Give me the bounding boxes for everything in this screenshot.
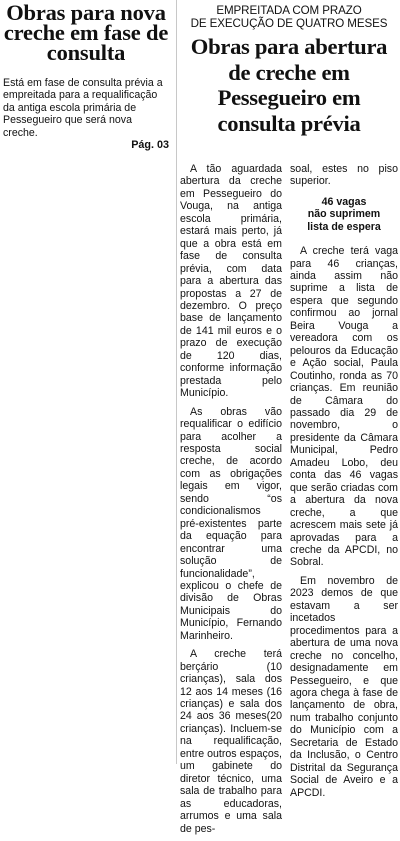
teaser-title: Obras para nova creche em fase de consulta xyxy=(3,0,169,65)
teaser-box xyxy=(3,0,169,152)
subhead-line-1: 46 vagas xyxy=(321,195,367,208)
column-divider xyxy=(176,0,177,764)
body-paragraph: A creche terá vaga para 46 crianças, ainda assim não suprime a lista de espera que segundo confirmou ao jornal Beira Vouga a vereadora com os pelouros da Educação e Ação social, Paula Coutinho, ronda as 70 crianças. Em reunião de Câmara do passado dia 29 de novembro, o presidente da Câmara Municipal, Pedro Amadeu Lobo, deu conta das 46 vagas que serão criadas com a abertura da nova creche, a que acrescem mais sete já aprovadas para a creche da APCDI, no Sobral. xyxy=(290,245,398,569)
article-kicker xyxy=(180,4,398,30)
kicker-line-2: DE EXECUÇÃO DE QUATRO MESES xyxy=(190,17,388,30)
teaser-page-ref[interactable]: Pág. 03 xyxy=(131,139,169,152)
body-paragraph: As obras vão requalificar o edifício para acolher a resposta social creche, de acordo com as obrigações legais em vigor, sendo “os condicionalismos pré-existentes parte da equação para encontrar uma solução de funcionalidade”, explicou o chefe de divisão de Obras Municipais do Município, Fernando Marinheiro. xyxy=(180,405,282,642)
body-paragraph: Em novembro de 2023 demos de que estavam a ser incetados procedimentos para a abertura de uma nova creche no concelho, designadamente em Pessegueiro, e que agora chega à fase de lançamento de obra, num trabalho conjunto do Município com a Secretaria de Estado da Inclusão, o Centro Distrital da Segurança Social de Aveiro e a APCDI. xyxy=(290,574,398,799)
body-paragraph-continued: soal, estes no piso superior. xyxy=(290,163,398,188)
article-column-1 xyxy=(180,163,282,841)
section-subhead xyxy=(290,196,398,233)
article-headline: Obras para abertura de creche em Pessegueiro em consulta prévia xyxy=(190,34,388,136)
body-paragraph: A creche terá berçário (10 crianças), sala dos 12 aos 14 meses (16 crianças) e sala dos 24 aos 36 meses(20 crianças). Incluem-se na requalificação, entre outros espaços, um gabinete do diretor técnico, uma sala de trabalho para as educadoras, arrumos e uma sala de pes- xyxy=(180,648,282,835)
teaser-summary: Está em fase de consulta prévia a empreitada para a requalificação da antiga escola primária de Pessegueiro que será nova creche. xyxy=(3,77,163,139)
subhead-line-2: não suprimem xyxy=(307,208,381,221)
body-paragraph: A tão aguardada abertura da creche em Pessegueiro do Vouga, na antiga escola primária, estará mais perto, já que a obra está em fase de consulta prévia, com data para a abertura das propostas a 27 de dezembro. O preço base de lançamento de 141 mil euros e o prazo de execução de 120 dias, conforme informação prestada pelo Município. xyxy=(180,163,282,400)
article-column-2 xyxy=(290,163,398,805)
subhead-line-3: lista de espera xyxy=(307,220,381,233)
kicker-line-1: EMPREITADA COM PRAZO xyxy=(216,4,362,17)
